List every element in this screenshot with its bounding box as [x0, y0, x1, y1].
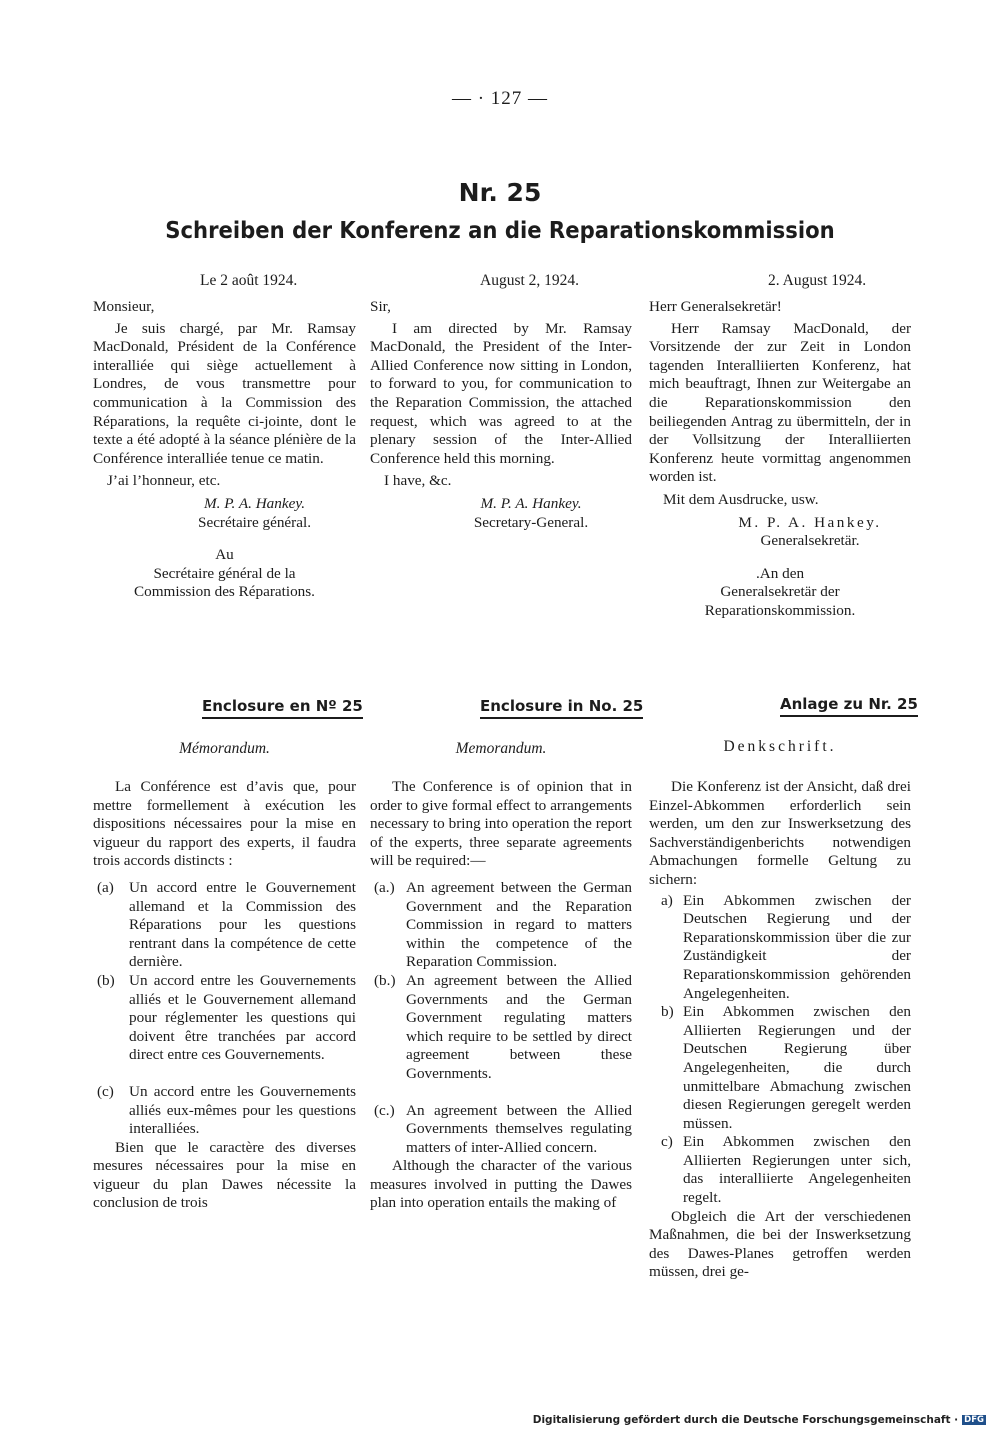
list-item-text: Un accord entre les Gouvernements alliés eux-mêmes pour les questions interalliées. [129, 1082, 356, 1138]
footer-text: Digitalisierung gefördert durch die Deutsche Forschungsgemeinschaft · [532, 1414, 959, 1426]
memo-intro: Die Konferenz ist der Ansicht, daß drei Einzel-Abkommen erforderlich sein werden, um den zur Inswerksetzung des Sachverständigenberichts notwendigen Abmachungen formelle Geltung zu sichern: [649, 778, 911, 888]
address-block [649, 565, 911, 621]
list-item [93, 1083, 356, 1139]
letter-body: Je suis chargé, par Mr. Ramsay MacDonald, Président de la Conférence interalliée qui siège actuellement à Londres, de vous transmettre pour communication à la Commission des Réparations, la requête ci-jointe, dont le texte a été adopté à la séance plénière de la Conférence interalliée tenue ce matin. [93, 319, 356, 467]
memo-continuation: Obgleich die Art der verschiedenen Maßnahmen, die bei der Inswerksetzung des Dawes-Planes getroffen werden müssen, drei ge- [649, 1207, 911, 1281]
enclosure-title-de: Anlage zu Nr. 25 [780, 695, 918, 717]
signature: M. P. A. Hankey. [738, 513, 882, 531]
letter-date-fr: Le 2 août 1924. [200, 272, 298, 289]
agreements-list [649, 892, 911, 1208]
memo-title-en: Memorandum. [455, 740, 547, 757]
list-marker: b) [661, 1003, 674, 1021]
list-item-text: Un accord entre le Gouvernement allemand et la Commission des Réparations pour les questions rentrant dans la compétence de cette dernière. [129, 878, 356, 971]
salutation: Sir, [370, 298, 391, 315]
salutation: Herr Generalsekretär! [649, 298, 782, 315]
memo-intro: The Conference is of opinion that in order to give formal effect to arrangements necessary to bring into operation the report of the experts, three separate agreements will be required:— [370, 778, 632, 870]
letter-german [649, 298, 911, 621]
agreements-list [93, 879, 356, 1139]
signature-block [370, 495, 632, 532]
memo-continuation: Although the character of the various measures involved in putting the Dawes plan into operation entails the making of [370, 1157, 632, 1212]
list-marker: (b) [97, 971, 115, 989]
list-item [649, 892, 911, 1004]
salutation: Monsieur, [93, 298, 155, 315]
list-item [370, 879, 632, 972]
closing: J’ai l’honneur, etc. [107, 472, 221, 490]
memo-title-de: Denkschrift. [723, 738, 837, 755]
address-line: .An den [755, 564, 805, 582]
list-item [370, 972, 632, 1084]
list-item-text: An agreement between the Allied Governments themselves regulating matters of inter-Allied concern. [406, 1101, 632, 1156]
enclosure-title-en: Enclosure in No. 25 [480, 697, 643, 719]
memorandum-english [370, 778, 632, 1213]
enclosure-title-fr: Enclosure en Nº 25 [202, 697, 363, 719]
list-marker: (b.) [374, 971, 396, 989]
memorandum-french [93, 778, 356, 1213]
address-line: Commission des Réparations. [134, 583, 315, 601]
address-line: Generalsekretär der [720, 583, 840, 601]
letter-body: Herr Ramsay MacDonald, der Vorsitzende der zur Zeit in London tagenden Interalliierten Konferenz, hat mich beauftragt, Ihnen zur Weitergabe an die Reparationskommission den beiliegenden Antrag zu übermitteln, der in der Vollsitzung der Interalliierten Konferenz heute vormittag angenommen worden ist. [649, 319, 911, 486]
signature: M. P. A. Hankey. [203, 494, 306, 512]
address-line: Secrétaire général de la [153, 564, 296, 582]
list-marker: a) [661, 891, 673, 909]
list-item [649, 1133, 911, 1207]
letter-date-de: 2. August 1924. [768, 272, 867, 289]
list-item-text: An agreement between the Allied Governments and the German Government regulating matters which require to be settled by direct agreement between these Governments. [406, 971, 632, 1082]
list-marker: (c) [97, 1082, 114, 1100]
memo-title-fr: Mémorandum. [179, 740, 270, 757]
letter-date-en: August 2, 1924. [480, 272, 580, 289]
memorandum-german [649, 778, 911, 1282]
document-number: Nr. 25 [458, 178, 542, 207]
letter-english [370, 298, 632, 532]
list-item-text: Ein Abkommen zwischen den Alliierten Regierungen und der Deutschen Regierung über Angelegenheiten, die durch unmittelbare Abmachung zwischen diesen Regierungen geregelt werden müssen. [683, 1003, 911, 1132]
letter-french [93, 298, 356, 602]
list-item [370, 1102, 632, 1158]
list-marker: (a.) [374, 878, 395, 896]
signatory-role: Secrétaire général. [198, 513, 311, 531]
signature-block [649, 514, 911, 551]
document-title: Schreiben der Konferenz an die Reparationskommission [165, 218, 835, 244]
digitization-footer [533, 1414, 986, 1426]
dfg-logo: DFG [964, 1415, 984, 1425]
list-item [649, 1003, 911, 1133]
list-marker: (c.) [374, 1101, 395, 1119]
list-item-text: An agreement between the German Government and the Reparation Commission in regard to matters within the competence of the Reparation Commission. [406, 878, 632, 971]
list-marker: (a) [97, 878, 114, 896]
address-block [93, 546, 356, 602]
signature-block [93, 495, 356, 532]
list-item [93, 972, 356, 1065]
list-item-text: Ein Abkommen zwischen den Alliierten Regierungen unter sich, das interalliierte Angelegenheiten regelt. [683, 1133, 911, 1207]
memo-continuation: Bien que le caractère des diverses mesures nécessaires pour la mise en vigueur du plan Dawes nécessite la conclusion de trois [93, 1138, 356, 1212]
closing: I have, &c. [384, 472, 452, 490]
signatory-role: Generalsekretär. [760, 532, 860, 550]
signature: M. P. A. Hankey. [480, 494, 582, 512]
list-item-text: Un accord entre les Gouvernements alliés et le Gouvernement allemand pour réglementer les questions qui doivent être tranchées par accord direct entre ces Gouvernements. [129, 971, 356, 1064]
letter-body: I am directed by Mr. Ramsay MacDonald, the President of the Inter-Allied Conference now sitting in London, to forward to you, for communication to the Reparation Commission, the attached request, which was agreed to at the plenary session of the Inter-Allied Conference held this morning. [370, 319, 632, 467]
list-item [93, 879, 356, 972]
agreements-list [370, 879, 632, 1157]
memo-intro: La Conférence est d’avis que, pour mettre formellement à exécution les dispositions nécessaires pour la mise en vigueur du rapport des experts, il faudra trois accords distincts : [93, 778, 356, 870]
closing: Mit dem Ausdrucke, usw. [663, 490, 819, 508]
page-number: — · 127 — [451, 88, 549, 109]
address-line: Reparationskommission. [704, 601, 856, 619]
address-line: Au [215, 546, 234, 564]
list-marker: c) [661, 1133, 673, 1151]
signatory-role: Secretary-General. [473, 513, 589, 531]
list-item-text: Ein Abkommen zwischen der Deutschen Regierung und der Reparationskommission über die zur Zuständigkeit der Reparationskommission gehörenden Angelegenheiten. [683, 891, 911, 1002]
